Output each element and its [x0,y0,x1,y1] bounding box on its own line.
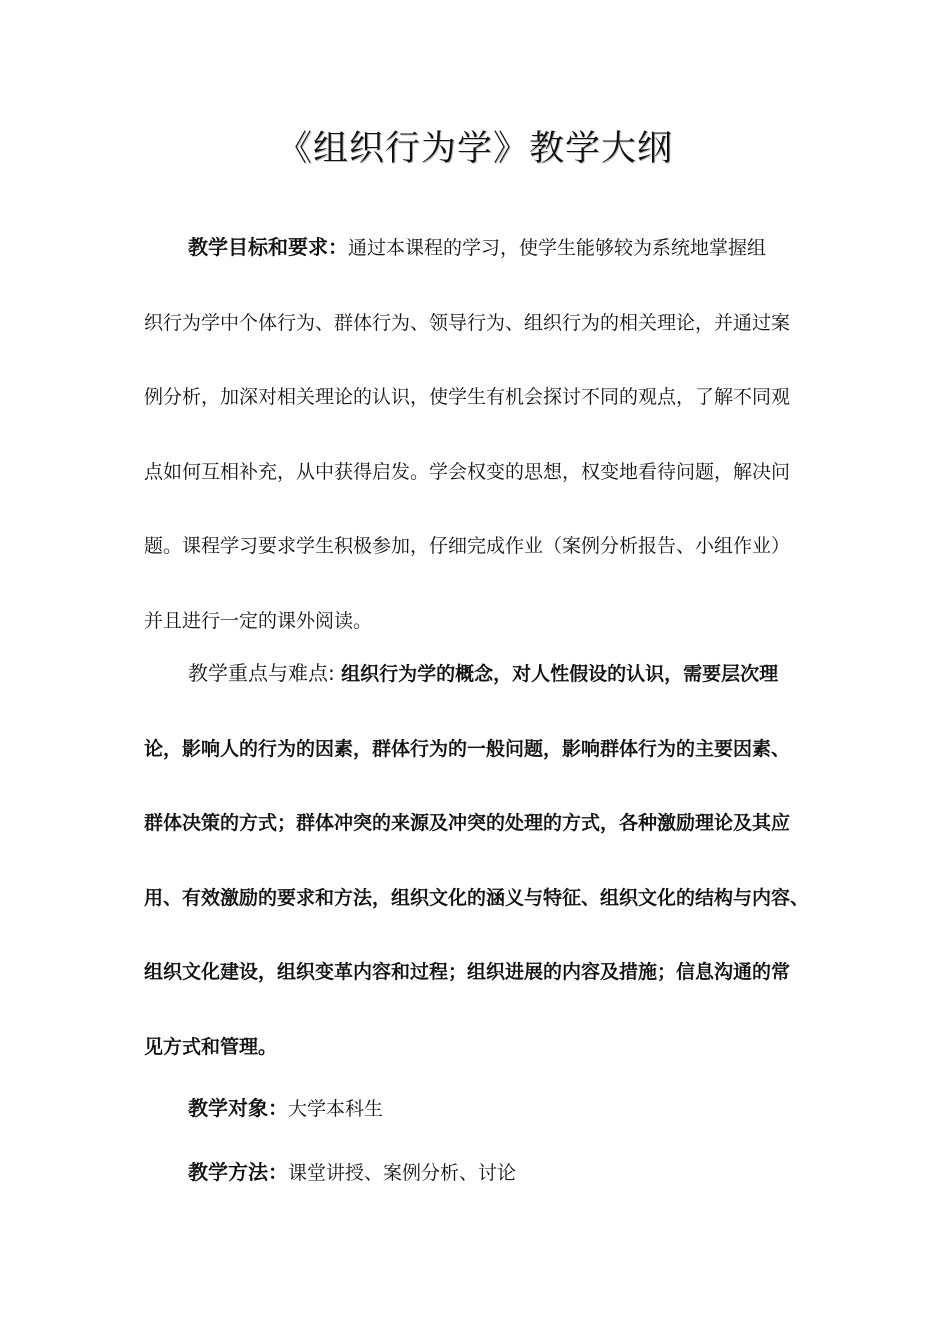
key-points-text: 组织行为学的概念，对人性假设的认识，需要层次理 [341,663,779,685]
objectives-line: 例分析，加深对相关理论的认识，使学生有机会探讨不同的观点，了解不同观 [144,386,791,409]
teaching-target-label: 教学对象： [188,1096,288,1120]
key-points-line: 群体决策的方式；群体冲突的来源及冲突的处理的方式，各种激励理论及其应 [144,812,791,835]
key-points-line [144,636,824,712]
teaching-method-value: 课堂讲授、案例分析、讨论 [288,1162,517,1184]
objectives-line: 题。课程学习要求学生积极参加，仔细完成作业（案例分析报告、小组作业） [144,535,791,558]
key-points-paragraph [144,636,824,1085]
key-points-label: 教学重点与难点: [188,661,342,685]
teaching-target-value: 大学本科生 [288,1098,384,1120]
objectives-paragraph [144,210,824,659]
key-points-line: 见方式和管理。 [144,1035,278,1058]
teaching-target-row [188,1088,824,1129]
objectives-line: 点如何互相补充，从中获得启发。学会权变的思想，权变地看待问题，解决问 [144,460,791,483]
objectives-label: 教学目标和要求： [188,235,348,259]
teaching-method-row [188,1152,824,1193]
objectives-line [144,210,824,286]
document-title: 《组织行为学》教学大纲 [276,129,673,169]
objectives-line: 并且进行一定的课外阅读。 [144,609,373,632]
objectives-text: 通过本课程的学习，使学生能够较为系统地掌握组 [348,237,767,259]
objectives-line: 织行为学中个体行为、群体行为、领导行为、组织行为的相关理论，并通过案 [144,311,791,334]
key-points-line: 组织文化建设，组织变革内容和过程；组织进展的内容及措施；信息沟通的常 [144,961,791,984]
teaching-method-label: 教学方法： [188,1160,288,1184]
key-points-line: 用、有效激励的要求和方法，组织文化的涵义与特征、组织文化的结构与内容、 [144,886,810,909]
key-points-line: 论，影响人的行为的因素，群体行为的一般问题，影响群体行为的主要因素、 [144,737,791,760]
